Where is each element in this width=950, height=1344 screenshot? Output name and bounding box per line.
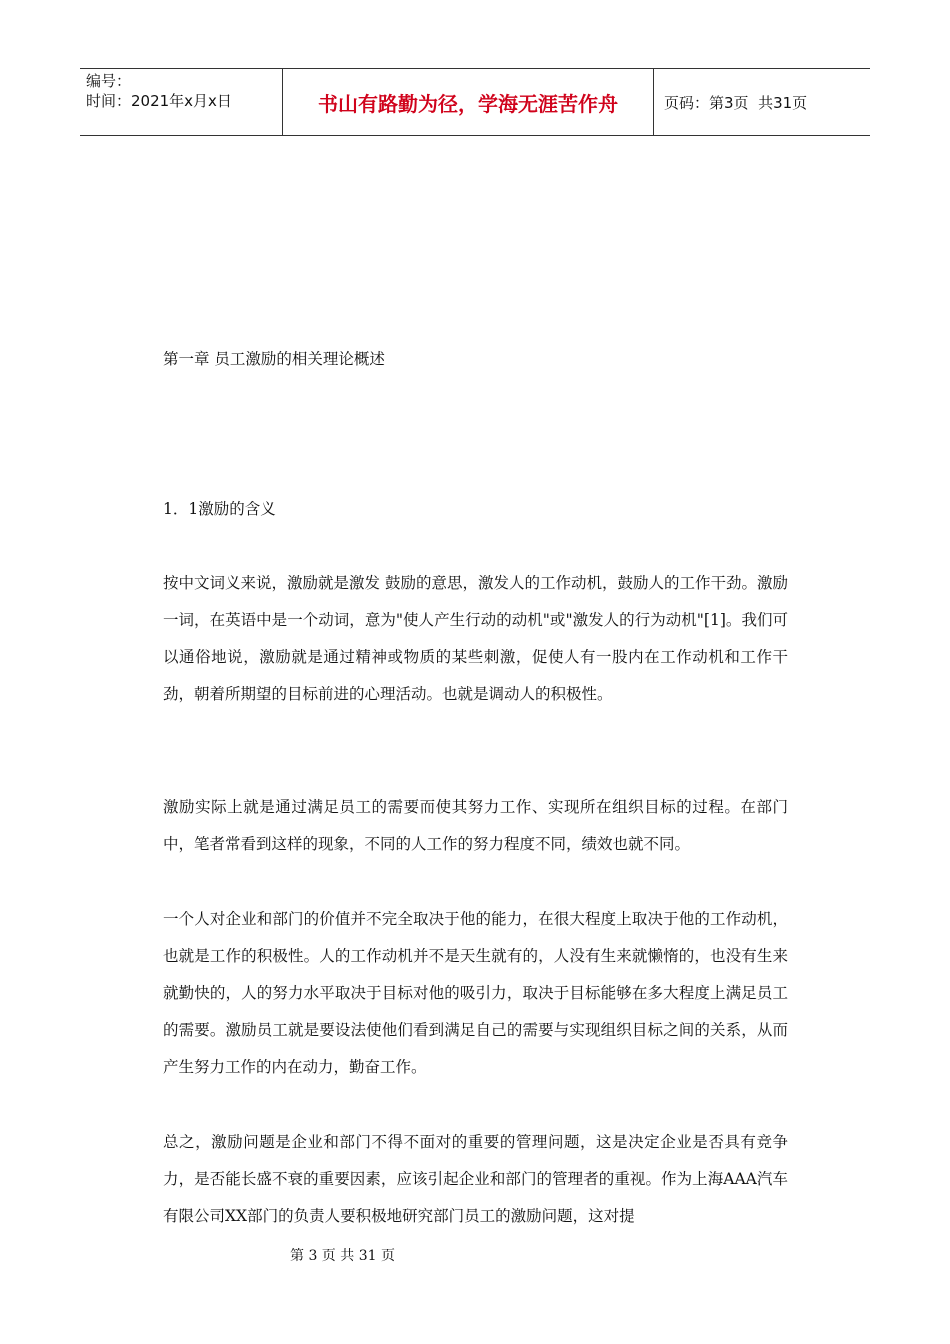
header-meta (80, 69, 282, 135)
chapter-title: 第一章 员工激励的相关理论概述 (163, 350, 385, 368)
date-label: 时间：2021年x月x日 (86, 92, 232, 110)
paragraph: 总之，激励问题是企业和部门不得不面对的重要的管理问题，这是决定企业是否具有竞争力，是否能长盛不衰的重要因素，应该引起企业和部门的管理者的重视。作为上海AAA汽车有限公司XX部门的负责人要积极地研究部门员工的激励问题，这对提 (163, 1133, 788, 1225)
paragraph: 激励实际上就是通过满足员工的需要而使其努力工作、实现所在组织目标的过程。在部门中，笔者常看到这样的现象，不同的人工作的努力程度不同，绩效也就不同。 (163, 798, 788, 853)
header-motto: 书山有路勤为径，学海无涯苦作舟 (282, 69, 654, 135)
header-page-info (654, 69, 870, 135)
section-title: 1．1激励的含义 (163, 500, 276, 518)
page-footer: 第 3 页 共 31 页 (290, 1248, 395, 1264)
paragraph: 一个人对企业和部门的价值并不完全取决于他的能力，在很大程度上取决于他的工作动机，也就是工作的积极性。人的工作动机并不是天生就有的，人没有生来就懒惰的，也没有生来就勤快的，人的努力水平取决于目标对他的吸引力，取决于目标能够在多大程度上满足员工的需要。激励员工就是要设法使他们看到满足自己的需要与实现组织目标之间的关系，从而产生努力工作的内在动力，勤奋工作。 (163, 910, 788, 1076)
page-info-text: 页码：第3页 共31页 (664, 93, 808, 112)
page-header (80, 68, 870, 136)
paragraph: 按中文词义来说，激励就是激发 鼓励的意思，激发人的工作动机，鼓励人的工作干劲。激励一词，在英语中是一个动词，意为"使人产生行动的动机"或"激发人的行为动机"[1]。我们可以通俗地说，激励就是通过精神或物质的某些刺激，促使人有一股内在工作动机和工作干劲，朝着所期望的目标前进的心理活动。也就是调动人的积极性。 (163, 574, 788, 703)
serial-number-label: 编号： (86, 72, 132, 90)
